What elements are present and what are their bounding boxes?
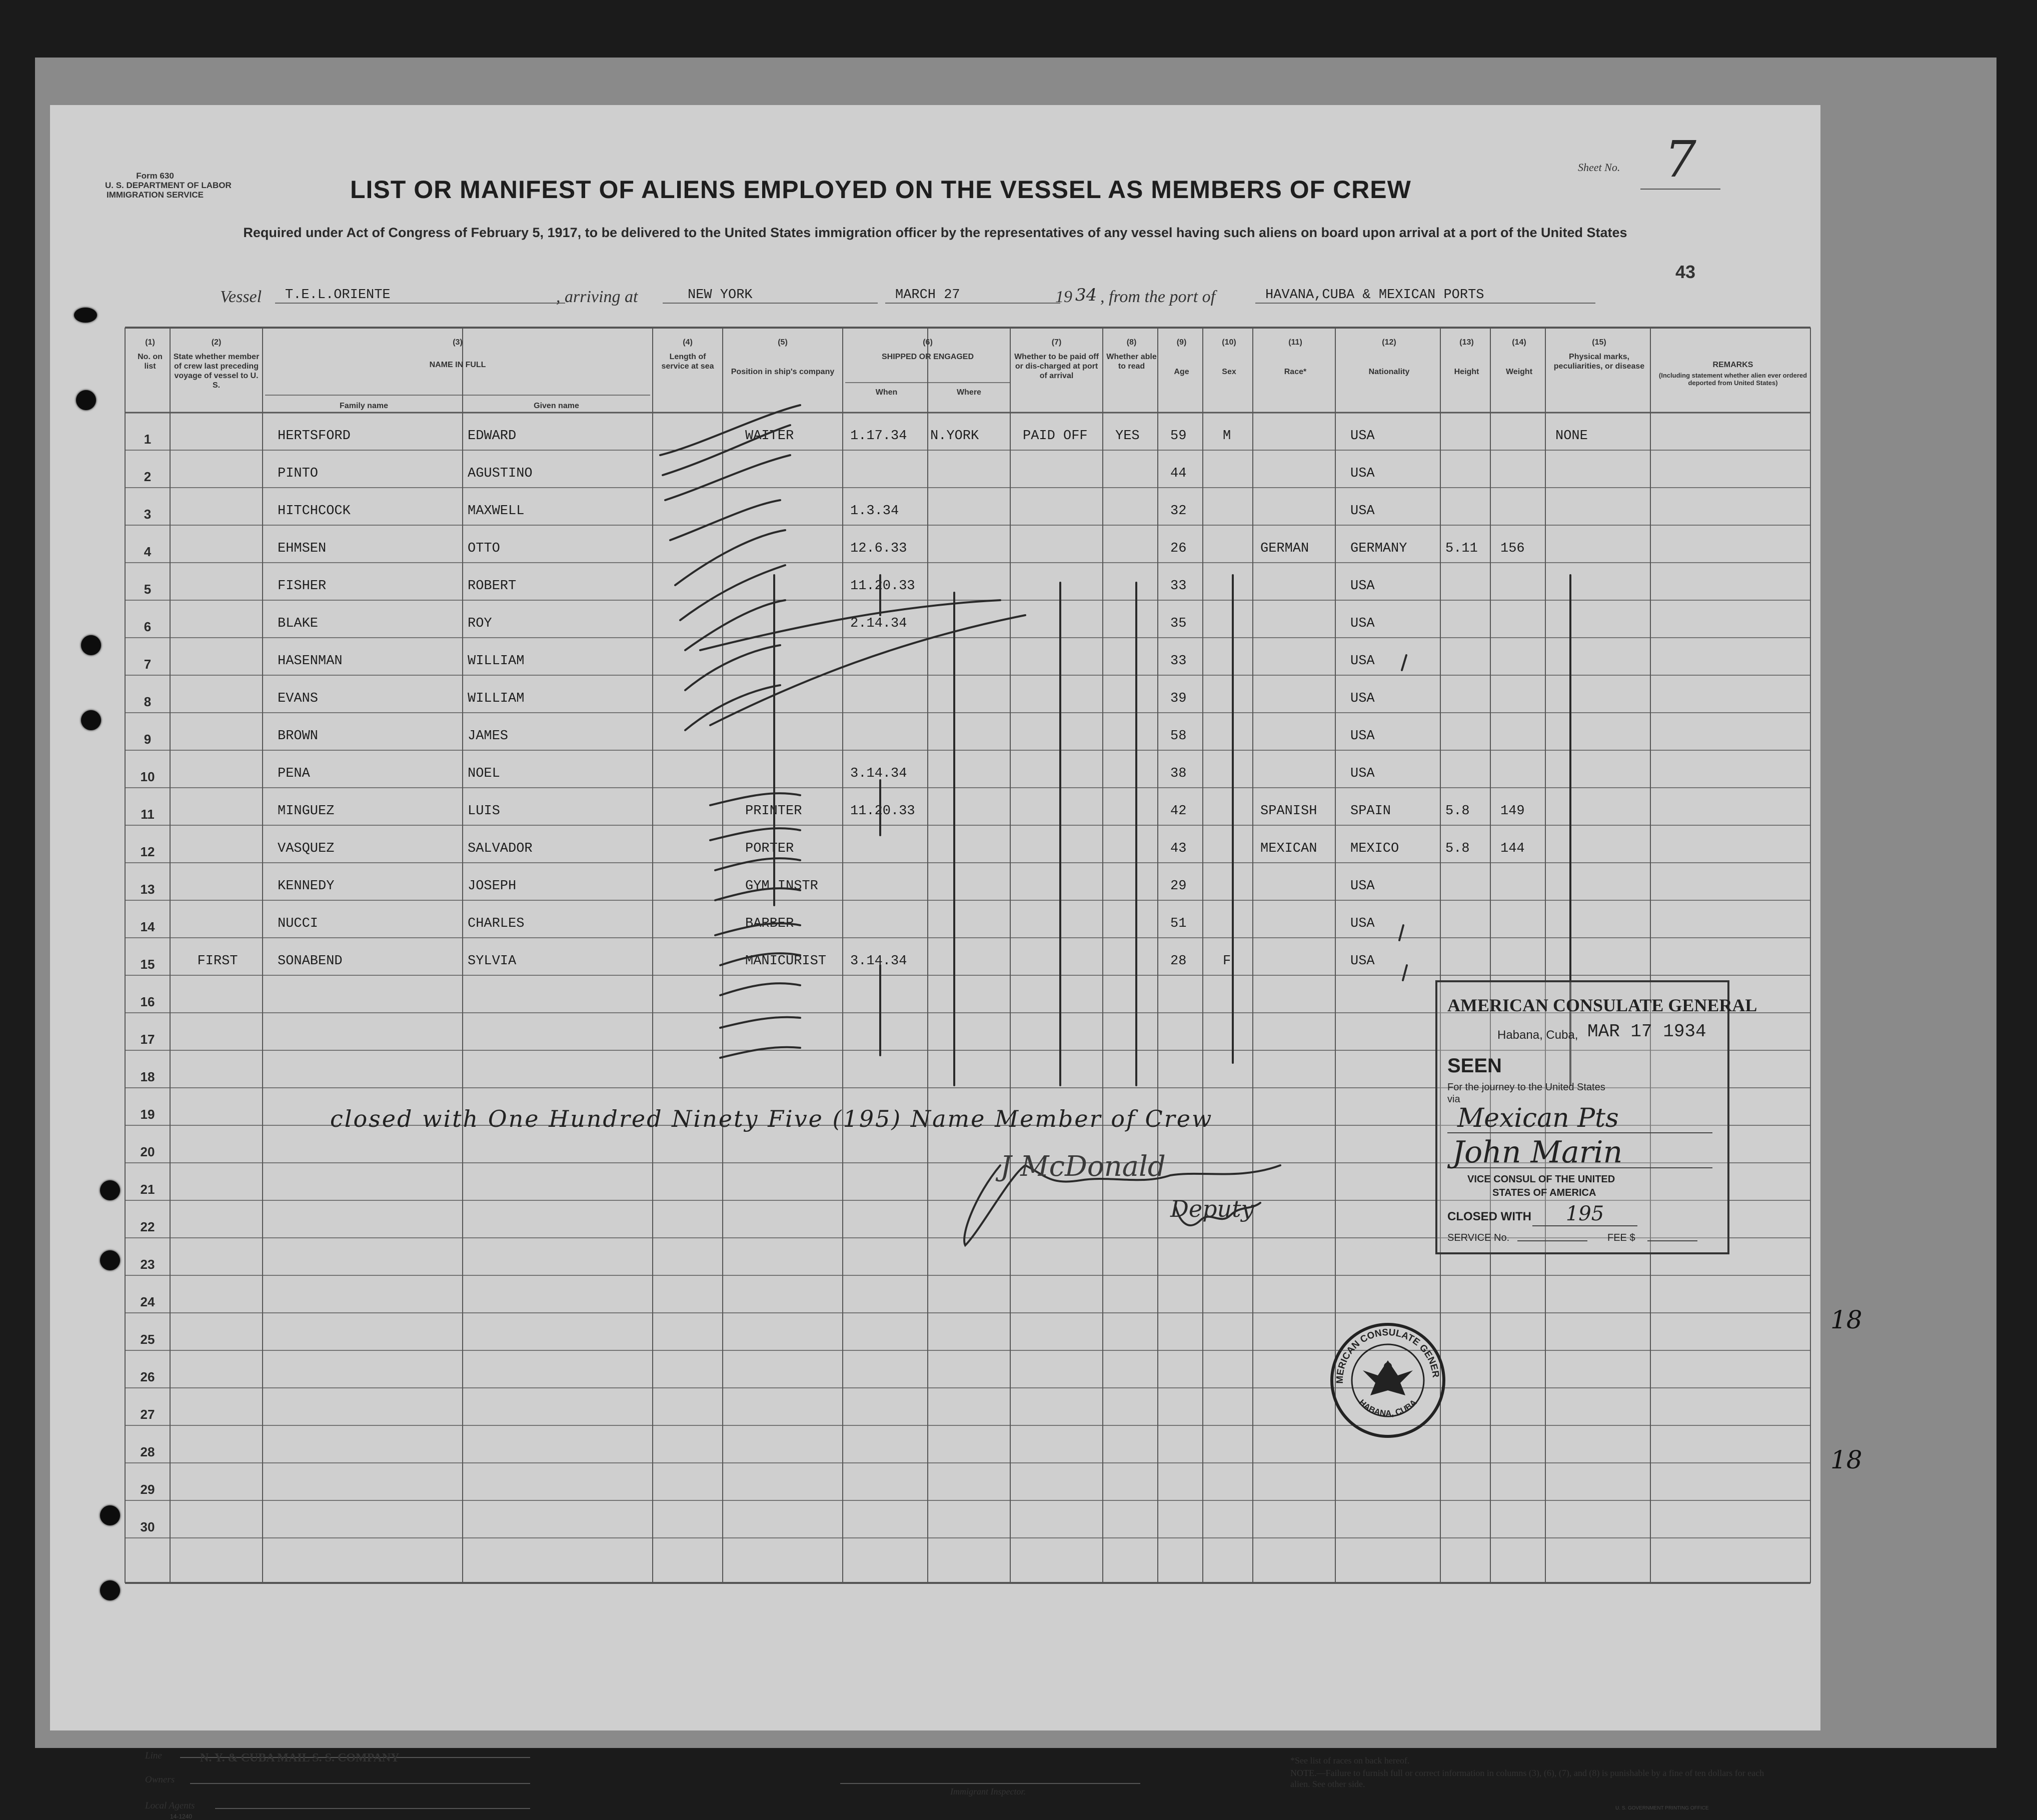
departure-port: HAVANA,CUBA & MEXICAN PORTS	[1255, 288, 1595, 304]
age-cell: 44	[1170, 466, 1187, 481]
binder-hole	[100, 1580, 120, 1600]
stamp-journey: For the journey to the United States via	[1447, 1082, 1605, 1105]
shipped-when-cell: 2.14.34	[850, 616, 907, 631]
binder-hole	[76, 390, 96, 410]
nationality-cell: USA	[1350, 691, 1375, 706]
row-number: 21	[140, 1182, 155, 1197]
row-number: 30	[140, 1519, 155, 1534]
col-5-number: (5)	[778, 338, 788, 347]
given-name-cell: ROY	[468, 616, 492, 631]
ditto-stroke	[665, 455, 790, 500]
row-number: 2	[144, 469, 152, 484]
family-name-cell: EHMSEN	[278, 541, 327, 556]
age-cell: 33	[1170, 579, 1187, 594]
given-name-cell: MAXWELL	[468, 504, 525, 519]
age-cell: 42	[1170, 804, 1187, 819]
height-cell: 5.11	[1445, 541, 1478, 556]
year-prefix: 19	[1055, 288, 1072, 306]
row-number: 22	[140, 1219, 155, 1234]
col-15-number: (15)	[1592, 338, 1606, 347]
age-cell: 39	[1170, 691, 1187, 706]
given-name-cell: AGUSTINO	[468, 466, 533, 481]
col-10-number: (10)	[1222, 338, 1236, 347]
age-cell: 26	[1170, 541, 1187, 556]
ditto-stroke	[685, 645, 780, 690]
agents-underline	[215, 1808, 530, 1809]
official-signature: J McDonald	[1000, 1150, 1166, 1183]
given-name-cell: SYLVIA	[468, 954, 517, 969]
col-4-number: (4)	[683, 338, 693, 347]
family-name-cell: KENNEDY	[278, 879, 335, 894]
margin-mark-1: 18	[1830, 1305, 1862, 1334]
weight-cell: 149	[1500, 804, 1525, 819]
able-to-read-cell: YES	[1115, 429, 1140, 444]
row-number: 8	[144, 694, 152, 709]
given-name-cell: JOSEPH	[468, 879, 517, 894]
nationality-cell: USA	[1350, 954, 1375, 969]
col-10-title: Sex	[1222, 368, 1236, 376]
sheet-number-value: 7	[1640, 130, 1720, 190]
ditto-stroke	[710, 828, 800, 840]
nationality-cell: GERMANY	[1350, 541, 1407, 556]
ditto-stroke	[710, 615, 1025, 725]
stamp-service-label: SERVICE No.	[1447, 1232, 1510, 1243]
row-number: 24	[140, 1294, 155, 1309]
col-12-number: (12)	[1382, 338, 1396, 347]
family-name-cell: HITCHCOCK	[278, 504, 351, 519]
sheet-number-label: Sheet No.	[1578, 161, 1620, 174]
family-name-cell: EVANS	[278, 691, 319, 706]
col-9-title: Age	[1174, 368, 1189, 376]
binder-hole	[100, 1250, 120, 1270]
arrival-date: MARCH 27	[885, 288, 1060, 304]
nationality-cell: USA	[1350, 879, 1375, 894]
col-11-number: (11)	[1288, 338, 1302, 347]
department-name: U. S. DEPARTMENT OF LABOR	[105, 181, 232, 190]
family-name-header: Family name	[340, 402, 388, 410]
agents-label: Local Agents	[145, 1800, 195, 1811]
age-cell: 51	[1170, 916, 1187, 931]
nationality-cell: USA	[1350, 766, 1375, 781]
owners-label: Owners	[145, 1774, 175, 1785]
check-tick	[1402, 655, 1406, 670]
col-14-title: Weight	[1505, 368, 1533, 376]
given-name-cell: JAMES	[468, 729, 509, 744]
row-number: 4	[144, 544, 152, 559]
given-name-cell: NOEL	[468, 766, 500, 781]
nationality-cell: USA	[1350, 729, 1375, 744]
ditto-stroke	[720, 983, 800, 995]
stamp-officer-line2: STATES OF AMERICA	[1492, 1187, 1596, 1198]
age-cell: 58	[1170, 729, 1187, 744]
col-4-title: Length of service at sea	[661, 353, 714, 371]
row-number: 20	[140, 1144, 155, 1159]
printer-credit: U. S. GOVERNMENT PRINTING OFFICE	[1615, 1805, 1709, 1811]
height-cell: 5.8	[1445, 804, 1470, 819]
position-cell: BARBER	[745, 916, 794, 931]
family-name-cell: MINGUEZ	[278, 804, 335, 819]
consulate-seal	[1328, 1320, 1448, 1440]
page-subtitle: Required under Act of Congress of February 5, 1917, to be delivered to the United States immigration officer by the representatives of any vessel having such aliens on board upon arrival at a port of the United States	[243, 225, 1627, 240]
age-cell: 33	[1170, 654, 1187, 669]
ditto-stroke	[670, 500, 780, 540]
given-name-cell: EDWARD	[468, 429, 517, 444]
form-number: Form 630	[136, 171, 174, 181]
stamp-via: Mexican Pts	[1457, 1103, 1619, 1133]
arriving-label: , arriving at	[556, 288, 638, 306]
manifest-page	[50, 105, 1862, 1820]
penalty-note: NOTE.—Failure to furnish full or correct information in columns (3), (6), (7), and (8) is punishable by a fine of ten dollars for each alien. See other side.	[1290, 1768, 1764, 1789]
row-number: 10	[140, 769, 155, 784]
check-tick	[1399, 925, 1403, 940]
row-number: 23	[140, 1257, 155, 1272]
ditto-stroke	[715, 923, 800, 935]
row-number: 3	[144, 507, 152, 522]
col-6-title: SHIPPED OR ENGAGED	[881, 353, 974, 361]
age-cell: 32	[1170, 504, 1187, 519]
owners-underline	[190, 1783, 530, 1784]
row-number: 19	[140, 1107, 155, 1122]
consulate-stamp	[1435, 980, 1757, 1254]
family-name-cell: NUCCI	[278, 916, 319, 931]
col-13-title: Height	[1454, 368, 1479, 376]
shipped-when-cell: 11.20.33	[850, 579, 915, 594]
row-number: 26	[140, 1369, 155, 1384]
age-cell: 43	[1170, 841, 1187, 856]
age-cell: 59	[1170, 429, 1187, 444]
nationality-cell: USA	[1350, 579, 1375, 594]
line-label: Line	[145, 1750, 162, 1761]
ditto-stroke	[720, 953, 800, 965]
position-cell: GYM.INSTR	[745, 879, 818, 894]
ditto-stroke	[680, 565, 785, 620]
col-1-number: (1)	[145, 338, 155, 347]
ditto-stroke	[675, 530, 785, 585]
col-7-number: (7)	[1051, 338, 1062, 347]
margin-mark-2: 18	[1830, 1445, 1862, 1474]
col-6-number: (6)	[923, 338, 933, 347]
col-1-title: No. on list	[138, 353, 163, 371]
col-12-title: Nationality	[1368, 368, 1410, 376]
given-name-cell: WILLIAM	[468, 654, 525, 669]
sex-cell: F	[1223, 954, 1231, 969]
given-name-cell: SALVADOR	[468, 841, 533, 856]
row-number: 16	[140, 994, 155, 1009]
shipped-when-cell: 12.6.33	[850, 541, 907, 556]
stamp-closed-value: 195	[1532, 1202, 1637, 1226]
stamp-fee-line	[1647, 1240, 1697, 1241]
shipped-where-cell: N.YORK	[930, 429, 979, 444]
height-cell: 5.8	[1445, 841, 1470, 856]
col-13-number: (13)	[1459, 338, 1474, 347]
row-number: 15	[140, 957, 155, 972]
signature-title: Deputy	[1170, 1195, 1254, 1222]
ditto-stroke	[720, 1017, 800, 1028]
row-number: 7	[144, 657, 152, 672]
col-3-number: (3)	[453, 338, 463, 347]
position-cell: WAITER	[745, 429, 794, 444]
given-name-cell: LUIS	[468, 804, 500, 819]
physical-marks-cell: NONE	[1555, 429, 1588, 444]
stamp-place: Habana, Cuba,	[1497, 1028, 1578, 1042]
race-cell: MEXICAN	[1260, 841, 1317, 856]
col-2-title: State whether member of crew last preceding voyage of vessel to U. S.	[173, 353, 260, 390]
stamp-title: AMERICAN CONSULATE GENERAL	[1447, 995, 1757, 1015]
row-number: 13	[140, 882, 155, 897]
eagle-icon	[1363, 1360, 1413, 1395]
shipped-when-cell: 11.20.33	[850, 804, 915, 819]
row-number: 9	[144, 732, 152, 747]
stamp-officer-line1: VICE CONSUL OF THE UNITED	[1467, 1174, 1615, 1185]
ditto-stroke	[715, 888, 800, 900]
vessel-label: Vessel	[220, 288, 262, 306]
stamp-service-line	[1517, 1240, 1587, 1241]
row-number: 5	[144, 582, 152, 597]
binder-hole	[74, 308, 97, 323]
age-cell: 35	[1170, 616, 1187, 631]
ditto-stroke	[685, 685, 780, 730]
race-cell: GERMAN	[1260, 541, 1309, 556]
row-number: 29	[140, 1482, 155, 1497]
given-name-cell: OTTO	[468, 541, 500, 556]
inspector-label: Immigrant Inspector.	[950, 1786, 1026, 1796]
voyage-cell: FIRST	[197, 954, 238, 969]
paid-off-cell: PAID OFF	[1023, 429, 1088, 444]
arrival-year: 34	[1075, 285, 1097, 305]
race-footnote: *See list of races on back hereof.	[1290, 1755, 1410, 1765]
col-9-number: (9)	[1176, 338, 1187, 347]
family-name-cell: FISHER	[278, 579, 327, 594]
page-title: LIST OR MANIFEST OF ALIENS EMPLOYED ON THE VESSEL AS MEMBERS OF CREW	[350, 176, 1411, 204]
weight-cell: 156	[1500, 541, 1525, 556]
shipped-when-cell: 1.3.34	[850, 504, 899, 519]
given-name-cell: CHARLES	[468, 916, 525, 931]
stamp-fee-label: FEE $	[1607, 1232, 1635, 1243]
vessel-name: T.E.L.ORIENTE	[275, 288, 565, 304]
ditto-stroke	[715, 858, 800, 870]
nationality-cell: SPAIN	[1350, 804, 1391, 819]
col-5-title: Position in ship's company	[731, 368, 835, 376]
service-name: IMMIGRATION SERVICE	[107, 190, 204, 200]
row-number: 11	[141, 807, 155, 822]
col-2-number: (2)	[211, 338, 222, 347]
seal-ring-text: MERICAN CONSULATE GENER	[1334, 1327, 1441, 1384]
col-3-title: NAME IN FULL	[429, 361, 486, 369]
sex-cell: M	[1223, 429, 1231, 444]
row-number: 6	[144, 619, 152, 634]
given-name-cell: WILLIAM	[468, 691, 525, 706]
row-number: 12	[140, 844, 155, 859]
nationality-cell: USA	[1350, 504, 1375, 519]
closing-note: closed with One Hundred Ninety Five (195) Name Member of Crew	[330, 1105, 1213, 1132]
from-port-label: , from the port of	[1100, 288, 1216, 306]
page-marker: 43	[1675, 262, 1696, 282]
position-cell: MANICURIST	[745, 954, 827, 969]
binder-hole	[81, 710, 101, 730]
seal-bottom-text: HABANA, CUBA	[1357, 1397, 1419, 1418]
family-name-cell: VASQUEZ	[278, 841, 335, 856]
age-cell: 38	[1170, 766, 1187, 781]
stamp-seen: SEEN	[1447, 1055, 1502, 1077]
ditto-stroke	[710, 793, 800, 805]
nationality-cell: MEXICO	[1350, 841, 1399, 856]
binder-hole	[81, 635, 101, 655]
binder-hole	[100, 1505, 120, 1525]
handwritten-marks	[50, 105, 1820, 1730]
shipped-when-cell: 1.17.34	[850, 429, 907, 444]
stamp-closed-label: CLOSED WITH	[1447, 1210, 1531, 1223]
binder-hole	[100, 1180, 120, 1200]
row-number: 17	[140, 1032, 155, 1047]
shipped-when-header: When	[875, 388, 898, 397]
col-16-title: REMARKS	[1712, 361, 1753, 369]
row-number: 1	[144, 432, 152, 447]
weight-cell: 144	[1500, 841, 1525, 856]
given-name-cell: ROBERT	[468, 579, 517, 594]
nationality-cell: USA	[1350, 466, 1375, 481]
col-8-title: Whether able to read	[1106, 353, 1157, 371]
col-16-subtitle: (Including statement whether alien ever ordered deported from United States)	[1658, 372, 1807, 387]
footer-form-code: 14-1240	[170, 1813, 193, 1820]
family-name-cell: SONABEND	[278, 954, 343, 969]
col-14-number: (14)	[1512, 338, 1526, 347]
position-cell: PORTER	[745, 841, 794, 856]
nationality-cell: USA	[1350, 916, 1375, 931]
nationality-cell: USA	[1350, 616, 1375, 631]
row-number: 28	[140, 1444, 155, 1459]
position-cell: PRINTER	[745, 804, 802, 819]
family-name-cell: BROWN	[278, 729, 319, 744]
seal-graphic	[1328, 1320, 1448, 1440]
shipped-where-header: Where	[957, 388, 981, 397]
family-name-cell: PINTO	[278, 466, 319, 481]
shipped-when-cell: 3.14.34	[850, 954, 907, 969]
given-name-header: Given name	[534, 402, 579, 410]
family-name-cell: PENA	[278, 766, 310, 781]
check-tick	[1403, 965, 1407, 980]
line-value: N. Y. & CUBA MAIL S. S. COMPANY	[200, 1751, 400, 1764]
col-8-number: (8)	[1126, 338, 1137, 347]
ditto-stroke	[720, 1047, 800, 1058]
col-7-title: Whether to be paid off or dis-charged at port of arrival	[1014, 353, 1099, 380]
shipped-when-cell: 3.14.34	[850, 766, 907, 781]
stamp-date: MAR 17 1934	[1587, 1021, 1706, 1042]
row-number: 25	[140, 1332, 155, 1347]
age-cell: 28	[1170, 954, 1187, 969]
inspector-signature-line	[840, 1783, 1140, 1784]
family-name-cell: BLAKE	[278, 616, 319, 631]
col-15-title: Physical marks, peculiarities, or disease	[1553, 353, 1645, 371]
stamp-signature: John Marin	[1452, 1135, 1623, 1170]
row-number: 18	[140, 1069, 155, 1084]
family-name-cell: HERTSFORD	[278, 429, 351, 444]
arrival-port: NEW YORK	[663, 288, 878, 304]
nationality-cell: USA	[1350, 654, 1375, 669]
family-name-cell: HASENMAN	[278, 654, 343, 669]
row-number: 27	[140, 1407, 155, 1422]
nationality-cell: USA	[1350, 429, 1375, 444]
age-cell: 29	[1170, 879, 1187, 894]
race-cell: SPANISH	[1260, 804, 1317, 819]
col-11-title: Race*	[1284, 368, 1307, 376]
row-number: 14	[140, 919, 155, 934]
